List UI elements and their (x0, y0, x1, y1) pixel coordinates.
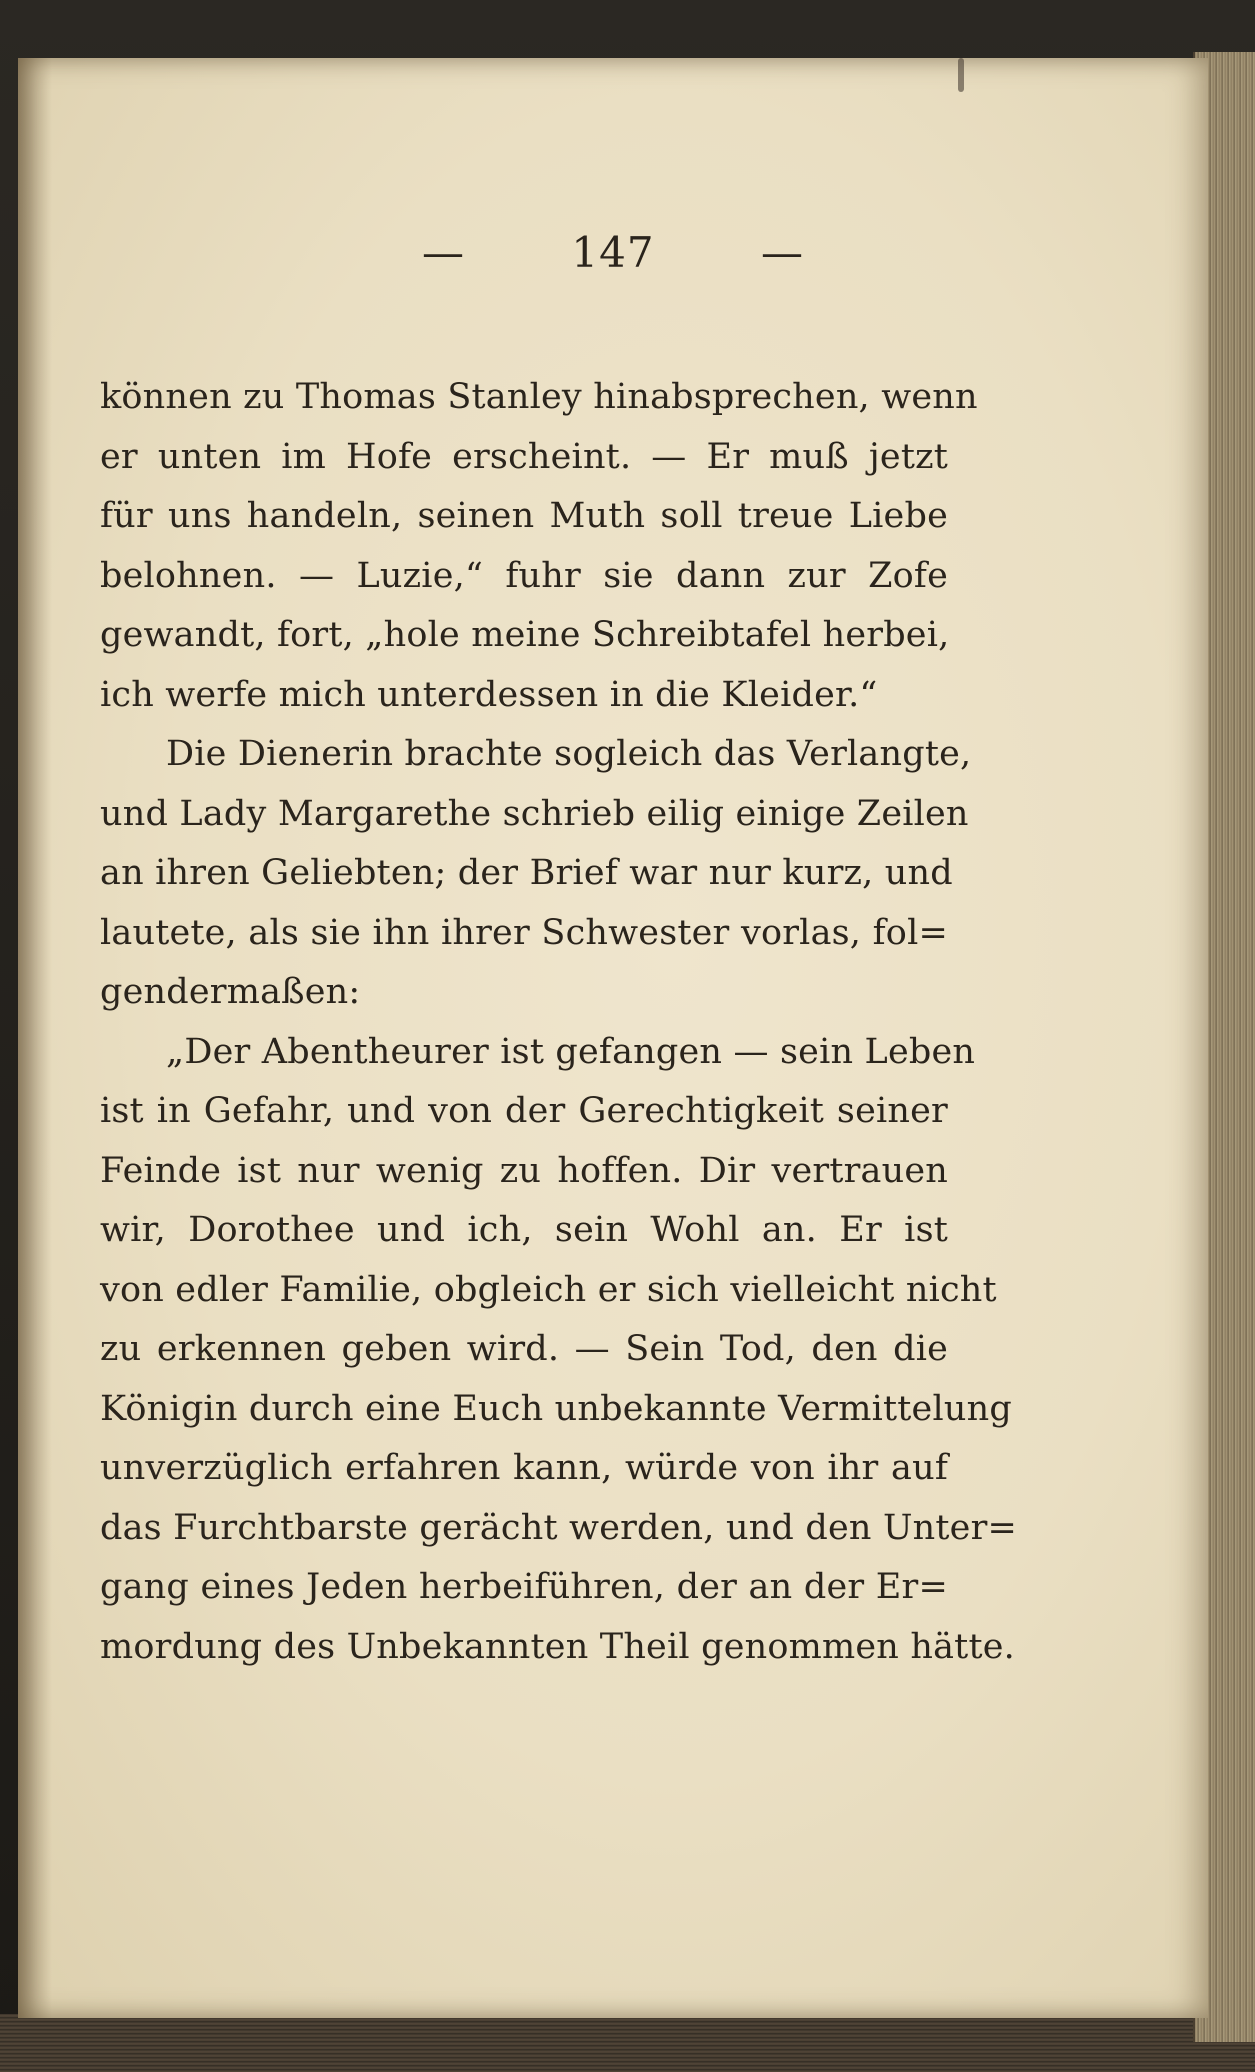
text-line: Feinde ist nur wenig zu hoffen. Dir vertrauen (100, 1150, 948, 1191)
text-line: Die Dienerin brachte sogleich das Verlangte, (166, 734, 972, 774)
page-gutter-shadow (18, 58, 52, 2018)
text-line: mordung des Unbekannten Theil genommen hätte. (100, 1626, 1015, 1667)
header-dash-right: — (760, 228, 804, 277)
text-line: und Lady Margarethe schrieb eilig einige Zeilen (100, 793, 969, 834)
text-line: unverzüglich erfahren kann, würde von ihr auf (100, 1448, 948, 1488)
text-line: gewandt, fort, „hole meine Schreibtafel herbei, (100, 615, 950, 655)
book-bottom-edge (0, 2014, 1255, 2072)
text-line: belohnen. — Luzie,“ fuhr sie dann zur Zofe (100, 555, 948, 596)
text-line: „Der Abentheurer ist gefangen — sein Leben (166, 1031, 976, 1072)
ink-smudge (958, 58, 964, 92)
page-number: 147 (571, 228, 655, 277)
text-line: an ihren Geliebten; der Brief war nur kurz, und (100, 853, 953, 893)
text-line: zu erkennen geben wird. — Sein Tod, den die (100, 1329, 948, 1369)
text-line: von edler Familie, obgleich er sich vielleicht nicht (100, 1269, 997, 1310)
header-dash-left: — (422, 228, 466, 277)
text-line: das Furchtbarste gerächt werden, und den Unter= (100, 1507, 1018, 1548)
text-line: gang eines Jeden herbeiführen, der an der Er= (100, 1567, 948, 1607)
text-line: für uns handeln, seinen Muth soll treue Liebe (100, 496, 948, 536)
text-line: können zu Thomas Stanley hinabsprechen, wenn (100, 377, 978, 417)
text-line: ich werfe mich unterdessen in die Kleider.“ (100, 674, 878, 715)
text-line: gendermaßen: (100, 972, 361, 1012)
text-line: lautete, als sie ihn ihrer Schwester vorlas, fol= (100, 912, 948, 953)
page-header (18, 228, 1208, 277)
text-line: wir, Dorothee und ich, sein Wohl an. Er ist (100, 1210, 948, 1250)
text-line: ist in Gefahr, und von der Gerechtigkeit seiner (100, 1091, 948, 1131)
text-line: er unten im Hofe erscheint. — Er muß jetzt (100, 436, 948, 477)
body-text (100, 368, 1018, 1677)
page-sheet (18, 58, 1208, 2018)
text-line: Königin durch eine Euch unbekannte Vermittelung (100, 1388, 1012, 1429)
